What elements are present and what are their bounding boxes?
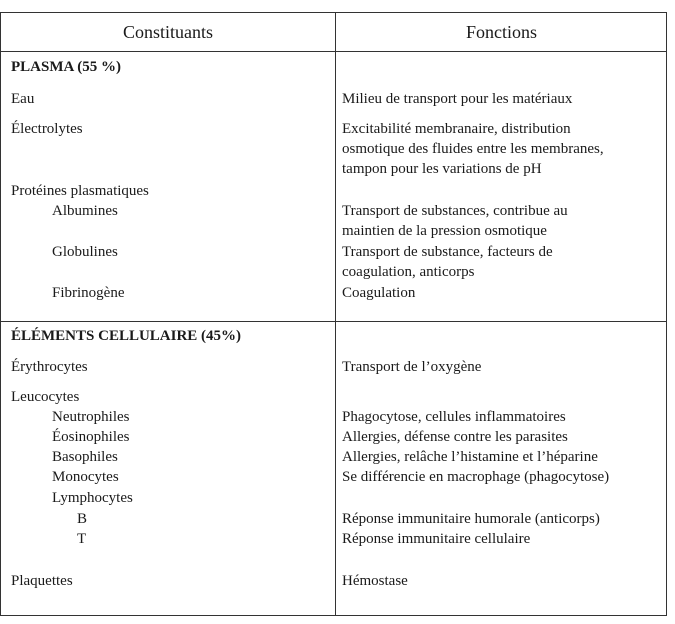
constituent-globulines: Globulines	[52, 244, 118, 260]
plasma-section-title: PLASMA (55 %)	[11, 59, 121, 75]
function-monocytes: Se différencie en macrophage (phagocytose)	[342, 469, 610, 485]
constituent-erythrocytes: Érythrocytes	[11, 359, 88, 375]
cellular-section-title: ÉLÉMENTS CELLULAIRE (45%)	[11, 328, 242, 344]
function-albumines-line-1: Transport de substances, contribue au	[342, 203, 568, 219]
function-globulines-line-2: coagulation, anticorps	[342, 264, 475, 280]
constituent-leucocytes: Leucocytes	[11, 389, 80, 405]
function-lymphocytes-t: Réponse immunitaire cellulaire	[342, 531, 531, 547]
constituent-albumines: Albumines	[52, 203, 118, 219]
header-functions: Fonctions	[465, 22, 537, 42]
function-albumines-line-2: maintien de la pression osmotique	[342, 223, 547, 239]
function-electrolytes-line-1: Excitabilité membranaire, distribution	[342, 121, 571, 137]
function-eosinophiles: Allergies, défense contre les parasites	[342, 429, 568, 445]
function-lymphocytes-b: Réponse immunitaire humorale (anticorps)	[342, 511, 600, 527]
function-erythrocytes: Transport de l’oxygène	[342, 359, 482, 375]
constituent-lymphocytes: Lymphocytes	[52, 490, 133, 506]
constituent-monocytes: Monocytes	[52, 469, 119, 485]
function-eau: Milieu de transport pour les matériaux	[342, 91, 573, 107]
constituent-eau: Eau	[11, 91, 35, 107]
constituent-lymphocytes-b: B	[77, 511, 88, 527]
header-constituents: Constituants	[122, 22, 213, 42]
constituent-neutrophiles: Neutrophiles	[52, 409, 130, 425]
constituents-table	[0, 12, 667, 616]
section-divider	[1, 321, 666, 322]
function-globulines-line-1: Transport de substance, facteurs de	[342, 244, 553, 260]
column-divider	[335, 13, 336, 615]
header-divider	[1, 51, 666, 52]
constituent-basophiles: Basophiles	[52, 449, 118, 465]
constituent-electrolytes: Électrolytes	[11, 121, 83, 137]
constituent-lymphocytes-t: T	[77, 531, 87, 547]
constituent-eosinophiles: Éosinophiles	[52, 429, 130, 445]
constituent-plasma-proteins: Protéines plasmatiques	[11, 183, 149, 199]
constituent-plaquettes: Plaquettes	[11, 573, 73, 589]
function-electrolytes-line-2: osmotique des fluides entre les membranes,	[342, 141, 604, 157]
function-neutrophiles: Phagocytose, cellules inflammatoires	[342, 409, 566, 425]
function-fibrinogene: Coagulation	[342, 285, 416, 301]
function-basophiles: Allergies, relâche l’histamine et l’héparine	[342, 449, 598, 465]
function-plaquettes: Hémostase	[342, 573, 408, 589]
function-electrolytes-line-3: tampon pour les variations de pH	[342, 161, 542, 177]
constituent-fibrinogene: Fibrinogène	[52, 285, 125, 301]
